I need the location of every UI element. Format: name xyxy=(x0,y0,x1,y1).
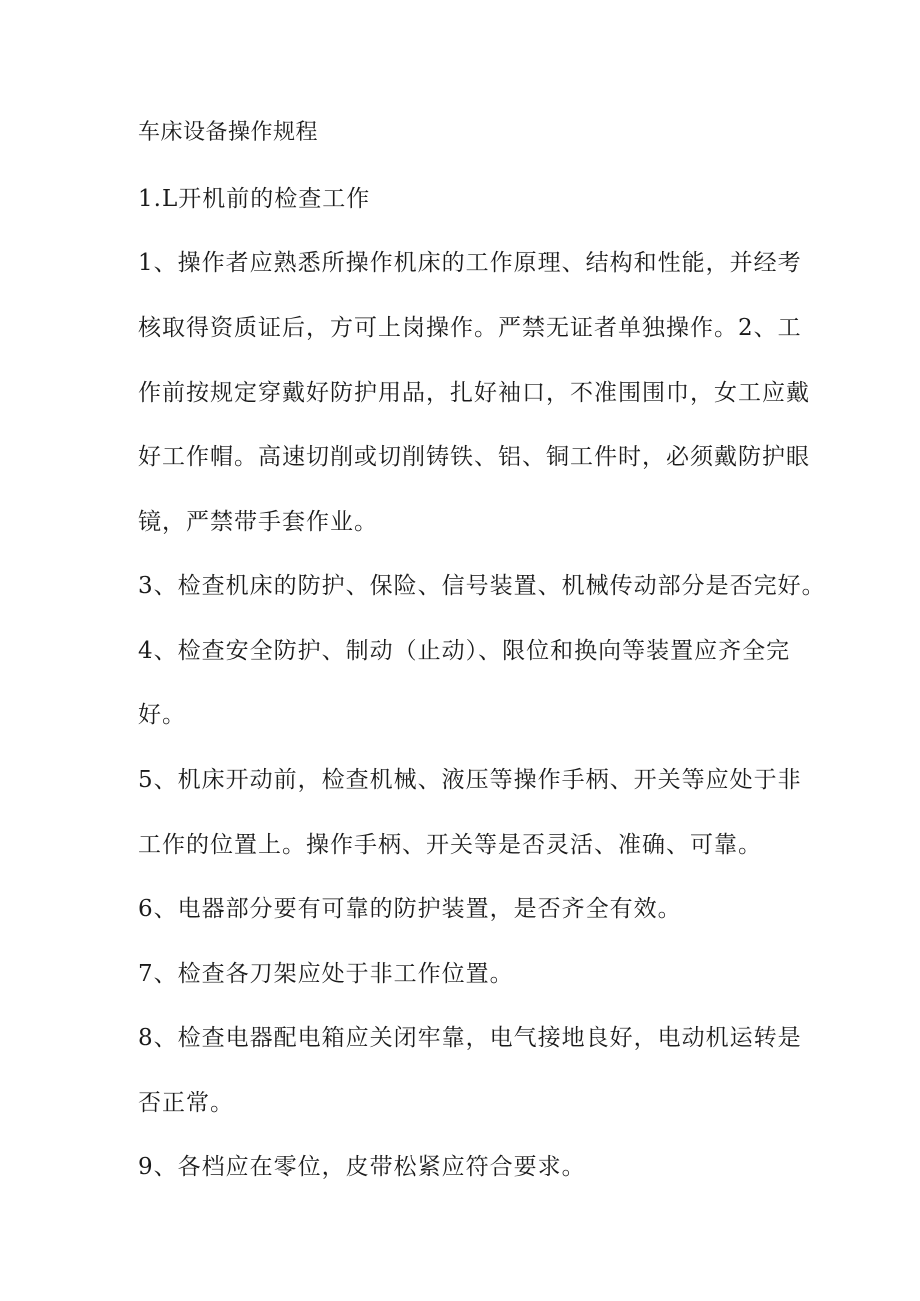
section-heading: 1.L开机前的检查工作 xyxy=(138,186,371,212)
text-line-1: 1、操作者应熟悉所操作机床的工作原理、结构和性能，并经考 xyxy=(138,250,802,276)
text-line-4: 好工作帽。高速切削或切削铸铁、铝、铜工件时，必须戴防护眼 xyxy=(138,444,810,470)
text-line-7: 4、检查安全防护、制动（止动）、限位和换向等装置应齐全完 xyxy=(138,638,791,664)
text-line-13: 8、检查电器配电箱应关闭牢靠，电气接地良好，电动机运转是 xyxy=(138,1025,802,1051)
text-line-14: 否正常。 xyxy=(138,1090,234,1116)
text-line-11: 6、电器部分要有可靠的防护装置，是否齐全有效。 xyxy=(138,896,682,922)
text-line-8: 好。 xyxy=(138,702,186,728)
text-line-15: 9、各档应在零位，皮带松紧应符合要求。 xyxy=(138,1154,586,1180)
text-line-5: 镜，严禁带手套作业。 xyxy=(138,509,378,535)
text-line-9: 5、机床开动前，检查机械、液压等操作手柄、开关等应处于非 xyxy=(138,767,802,793)
text-line-12: 7、检查各刀架应处于非工作位置。 xyxy=(138,961,514,987)
text-line-6: 3、检查机床的防护、保险、信号装置、机械传动部分是否完好。 xyxy=(138,573,826,599)
text-line-2: 核取得资质证后，方可上岗操作。严禁无证者单独操作。2、工 xyxy=(138,315,802,341)
document-title: 车床设备操作规程 xyxy=(138,120,319,145)
text-line-10: 工作的位置上。操作手柄、开关等是否灵活、准确、可靠。 xyxy=(138,832,762,858)
text-line-3: 作前按规定穿戴好防护用品，扎好袖口，不准围围巾，女工应戴 xyxy=(138,380,810,406)
